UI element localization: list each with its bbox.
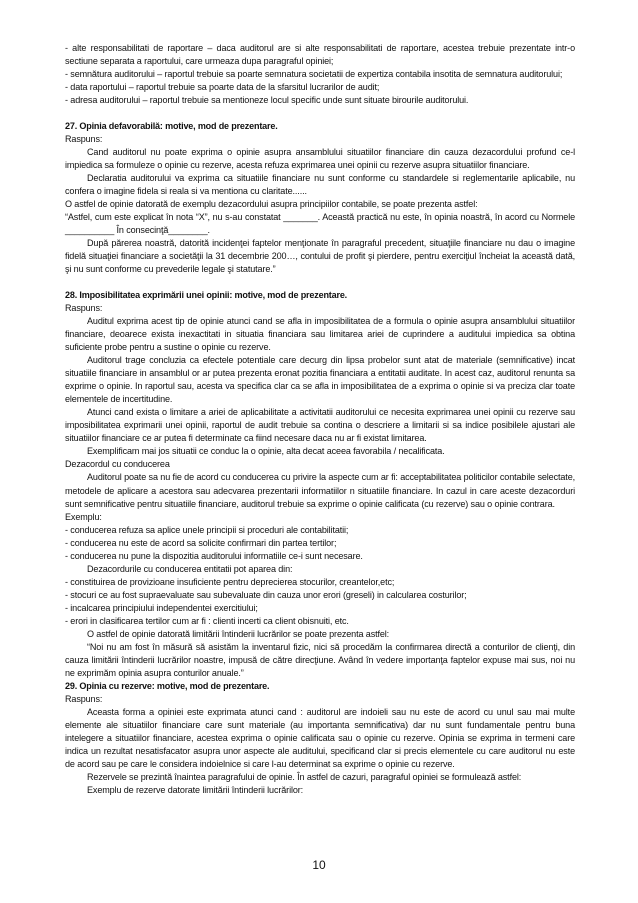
text-line: Raspuns: (65, 693, 103, 704)
text-line: - alte responsabilitati de raportare – daca auditorul are si alte responsabilitati de raportare, acestea trebuie prezentate intr-o sectiune separata a raportului, care urmeaza dupa paragraful opiniei; (65, 43, 575, 67)
paragraph: Dezacordurile cu conducerea entitatii pot aparea din: (87, 563, 293, 574)
text-line: “Astfel, cum este explicat în nota “X”, nu s-au constatat _______. Această practică nu este, în opinia noastră, în acord cu Normele __________ În consecinţă________. (65, 212, 575, 236)
paragraph: “Noi nu am fost în măsură să asistăm la inventarul fizic, nici să procedăm la confirmarea directă a conturilor de clienţi, din cauza limitării întinderii lucrărilor noastre, impusă de către direcţiune. Având în vedere importanţa faptelor expuse mai sus, noi nu ne exprimăm opinia asupra conturilor anuale.” (65, 641, 575, 678)
paragraph: Auditul exprima acest tip de opinie atunci cand se afla in imposibilitatea de a formula o opinie asupra ansamblului situatiilor financiare, deoarece exista inexactitati in situatia financiara sau limitarea ariei de cuprindere a auditului impiedica sa obtina suficiente probe pentru a sustine o opinie cu rezerve. (65, 316, 575, 353)
text-line: - constituirea de provizioane insuficiente pentru deprecierea stocurilor, creantelor,etc; (65, 576, 395, 587)
text-line: - conducerea nu pune la dispozitia auditorului informatiile ce-i sunt necesare. (65, 550, 363, 561)
paragraph: Aceasta forma a opiniei este exprimata atunci cand : auditorul are indoieli sau nu este de acord cu unul sau mai multe elemente ale situatiilor financiare care sunt materiale (au importanta semnificativa) dar nu sunt fundamentale pentru buna intelegere a situatiilor financiare, acestea exprima o opinie calificata sau o opinie cu rezerve. Opinia se exprima in termeni care indica un rezultat nesatisfacator asupra unor aspecte ale auditului, specificand clar si precis elementele cu care auditorul nu este de acord sau pe care le considera indoielnice si care l-au determinat sa exprime o opinie cu rezerve. (65, 706, 575, 769)
text-line: - stocuri ce au fost supraevaluate sau subevaluate din cauza unor erori (greseli) in calcularea costurilor; (65, 589, 467, 600)
section-heading: 28. Imposibilitatea exprimării unei opinii: motive, mod de prezentare. (65, 290, 347, 301)
text-line: Raspuns: (65, 134, 103, 145)
page-number: 10 (312, 858, 326, 872)
section-heading: 27. Opinia defavorabilă: motive, mod de prezentare. (65, 121, 278, 132)
section-spacer (65, 107, 575, 120)
text-line: Raspuns: (65, 303, 103, 314)
text-line: - data raportului – raportul trebuie sa poarte data de la sfarsitul lucrarilor de audit; (65, 82, 380, 93)
paragraph: Auditorul trage concluzia ca efectele potentiale care decurg din lipsa probelor sunt atat de materiale (semnificative) incat situatiile financiare in ansamblul or ar putea prezenta eronat pozitia financiara a entitatii auditate. In acest caz, auditorul renunta sa exprime o opinie. In raportul sau, acesta va specifica clar ca se afla in imposibilitatea de a exprima o opinie si va preciza clar toate elementele de incertitudine. (65, 355, 575, 405)
text-line: - conducerea refuza sa aplice unele principii si proceduri ale contabilitatii; (65, 524, 349, 535)
paragraph: Cand auditorul nu poate exprima o opinie asupra ansamblului situatiilor financiare din cauza dezacordului profund ce-l impiedica sa formuleze o opinie cu rezerve, acesta refuza exprimarea unei opinii cu rezerve asupra situatiilor financiare. (65, 147, 575, 171)
text-line: - erori in clasificarea tertilor cum ar fi : clienti incerti ca client obisnuiti, etc. (65, 615, 349, 626)
text-line: - incalcarea principiului independentei exercitiului; (65, 602, 258, 613)
paragraph: Exemplu de rezerve datorate limitării întinderii lucrărilor: (87, 784, 304, 795)
section-spacer (65, 276, 575, 289)
document-body (65, 42, 575, 797)
paragraph: Exemplificam mai jos situatii ce conduc la o opinie, alta decat aceea favorabila / necalificata. (87, 446, 445, 457)
text-line: Exemplu: (65, 511, 102, 522)
paragraph: O astfel de opinie datorată limitării întinderii lucrărilor se poate prezenta astfel: (87, 628, 390, 639)
paragraph: Declaratia auditorului va exprima ca situatiile financiare nu sunt conforme cu standardele si reglementarile aplicabile, nu confera o imagine fidela si reala si va mentiona cu claritate...... (65, 173, 575, 197)
text-line: O astfel de opinie datorată de exemplu dezacordului asupra principiilor contabile, se poate prezenta astfel: (65, 199, 478, 210)
paragraph: După părerea noastră, datorită incidenţei faptelor menţionate în paragraful precedent, situaţiile financiare nu dau o imagine fidelă situaţiei financiare a societăţii la 31 decembrie 200…, contului de profit şi pierdere, pentru exerciţiul încheiat la această dată, şi nu sunt conforme cu prevederile legale şi statutare.” (65, 238, 575, 275)
paragraph: Rezervele se prezintă înaintea paragrafului de opinie. În astfel de cazuri, paragraful opiniei se formulează astfel: (87, 771, 522, 782)
text-line: - adresa auditorului – raportul trebuie sa mentioneze locul specific unde sunt situate birourile auditorului. (65, 95, 469, 106)
text-line: Dezacordul cu conducerea (65, 459, 170, 470)
text-line: - conducerea nu este de acord sa solicite confirmari din partea tertilor; (65, 537, 337, 548)
section-heading: 29. Opinia cu rezerve: motive, mod de prezentare. (65, 680, 270, 691)
paragraph: Auditorul poate sa nu fie de acord cu conducerea cu privire la aspecte cum ar fi: acceptabilitatea politicilor contabile selectate, metodele de aplicare a acestora sau adecvarea prezentarii informatiilor n situatiile financiare. In cazul in care aceste dezacorduri sunt semnificative pentru situatiile financiare, auditorul trebuie sa exprime o opinie calificata (cu rezerve) sau o opinie contrara. (65, 472, 575, 509)
paragraph: Atunci cand exista o limitare a ariei de aplicabilitate a activitatii auditorului ce necesita exprimarea unei opinii cu rezerve sau imposibilitatea exprimarii unei opinii, raportul de audit trebuie sa contina o descriere a limitarii si sa indice posibilele ajustari ale situatiilor financiare ce ar putea fi determinate ca fiind necesare daca nu ar fi existat limitarea. (65, 407, 575, 444)
text-line: - semnătura auditorului – raportul trebuie sa poarte semnatura societatii de expertiza contabila insotita de semnatura auditorului; (65, 69, 563, 80)
